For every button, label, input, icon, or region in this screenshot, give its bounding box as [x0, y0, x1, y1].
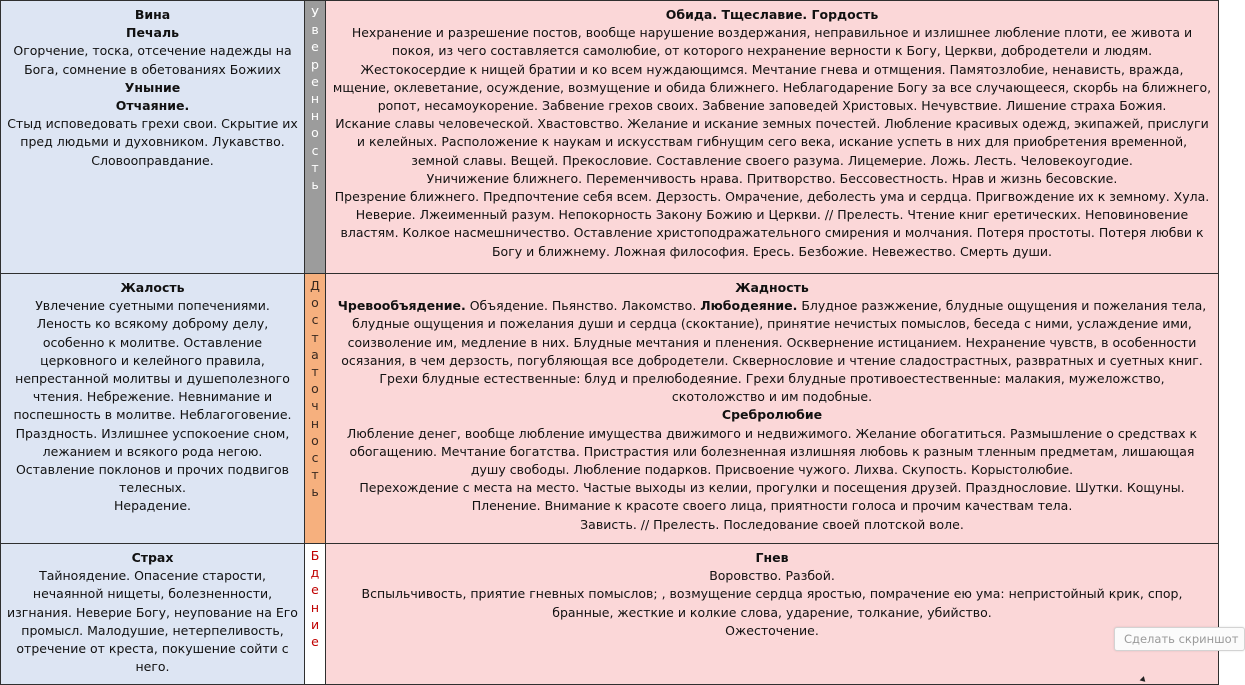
heading-unynie: Уныние: [124, 79, 181, 95]
vertical-letter: и: [310, 616, 320, 632]
paragraph: [332, 297, 1212, 406]
vertical-letter: р: [311, 56, 319, 72]
table-row: [1, 274, 1219, 544]
vertical-letter: н: [310, 599, 320, 615]
heading-obida: Обида. Тщеславие. Гордость: [665, 7, 879, 22]
vertical-letter: с: [311, 450, 319, 466]
cell-right-gnev[interactable]: [326, 544, 1219, 685]
heading-pechal: Печаль: [125, 25, 179, 41]
inline-text: Блудное разжжение, блудные ощущения и пожелания тела, блудные ощущения и пожелания души и сердца (скоктание), принятие нечистых помыслов, беседа с ними, услаждение ими, соизволение им, медление в них. Блудные мечтания и пленения. Осквернение истицанием. Нехранение чувств, в особенности осязания, в чем дерзость, погубляющая все добродетели. Сквернословие и чтение сладострастных, развратных и суетных книг. Грехи блудные естественные: блуд и прелюбодеяние. Грехи блудные противоестественные: малакия, мужеложство, скотоложство и им подобные.: [341, 298, 1207, 405]
vertical-letter: о: [311, 432, 319, 448]
paragraph: Вспыльчивость, приятие гневных помыслов; , возмущение сердца яростью, помрачение ею ума: непристойный крик, спор, бранные, жесткие и колкие слова, ударение, толкание, убийство.: [361, 586, 1183, 620]
vertical-letter: а: [311, 346, 319, 362]
vertical-letter: д: [310, 565, 320, 581]
heading-vina: Вина: [134, 7, 171, 22]
heading-zhalost: Жалость: [120, 280, 185, 295]
cell-left-zhalost[interactable]: [1, 274, 305, 544]
heading-zhadnost: Жадность: [735, 280, 809, 295]
paragraph: Зависть. // Прелесть. Последование своей плотской воле.: [580, 516, 964, 532]
cell-right-zhadnost[interactable]: [326, 274, 1219, 544]
vertical-letter: е: [311, 634, 319, 650]
vertical-letter: ч: [311, 398, 319, 414]
table-row: [1, 1, 1219, 274]
vertical-letter: е: [311, 73, 319, 89]
vertical-letter: в: [311, 22, 319, 38]
cell-vertical-uverennost[interactable]: [305, 1, 326, 274]
vertical-letter: е: [311, 582, 319, 598]
vertical-letter: с: [311, 312, 319, 328]
paragraph: Перехождение с места на место. Частые выходы из келии, прогулки и посещения друзей. Празднословие. Шутки. Кощуны. Пленение. Внимание к красоте своего лица, приятности голоса и прочим качествам тела.: [359, 480, 1185, 514]
paragraph: Воровство. Разбой.: [709, 568, 835, 584]
inline-heading-chrevo: Чревообъядение.: [337, 298, 466, 314]
vertical-letter: т: [311, 467, 319, 483]
vertical-letter: Б: [310, 548, 320, 563]
cell-vertical-bdenie[interactable]: [305, 544, 326, 685]
heading-strakh: Страх: [131, 550, 174, 565]
vertical-letter: н: [310, 91, 320, 107]
text-zhalost: Увлечение суетными попечениями. Леность ко всякому доброму делу, особенно к молитве. Оставление церковного и келейного правила, непрестанной молитвы и душеполезного чтения. Небрежение. Невнимание и поспешность в молитве. Неблагоговение. Праздность. Излишнее успокоение сном, лежанием и всякого рода негою. Оставление поклонов и прочих подвигов телесных.: [13, 298, 292, 496]
vertical-letter: т: [311, 159, 319, 175]
vertical-letter: т: [311, 329, 319, 345]
heading-srebrolyubie: Сребролюбие: [721, 407, 823, 423]
text-pechal: Огорчение, тоска, отсечение надежды на Бога, сомнение в обетованиях Божиих: [13, 43, 292, 77]
vertical-letter: н: [310, 415, 320, 431]
inline-heading-lyubodeyanie: Любодеяние.: [700, 298, 798, 314]
vertical-letter: е: [311, 39, 319, 55]
vertical-letter: о: [311, 125, 319, 141]
paragraph: Жестокосердие к нищей братии и ко всем нуждающимся. Мечтание гнева и отмщения. Памятозлобие, ненависть, вражда, мщение, оклеветание, осуждение, возмущение и обида ближнего. Неблагодарение Богу за все случающееся, скорбь на ближнего, ропот, несамоукорение. Забвение грехов своих. Забвение заповедей Христовых. Нечувствие. Лишение страха Божия.: [332, 61, 1212, 114]
paragraph: Презрение ближнего. Предпочтение себя всем. Дерзость. Омрачение, деболесть ума и сердца. Пригвождение их к земному. Хула. Неверие. Лжеименный разум. Непокорность Закону Божию и Церкви. // Прелесть. Чтение книг еретических. Неповиновение властям. Колкое насмешничество. Оставление христоподражательного смирения и молчания. Потеря простоты. Потеря любви к Богу и ближнему. Ложная философия. Ересь. Безбожие. Невежество. Смерть души.: [334, 189, 1210, 259]
screenshot-tooltip[interactable]: Сделать скриншот: [1114, 627, 1245, 651]
heading-gnev: Гнев: [755, 550, 789, 565]
paragraph: Нехранение и разрешение постов, вообще нарушение воздержания, неправильное и излишнее любление плоти, ее живота и покоя, из чего составляется самолюбие, от которого нехранение верности к Богу, Церкви, добродетели и людям.: [351, 25, 1193, 59]
text-strakh: Тайноядение. Опасение старости, нечаянной нищеты, болезненности, изгнания. Неверие Богу, неупование на Его промысл. Малодушие, нетерпеливость, отречение от креста, покушение сойти с него.: [7, 568, 298, 675]
vertical-letter: о: [311, 381, 319, 397]
vertical-letter: ь: [311, 177, 319, 193]
vertical-letter: т: [311, 364, 319, 380]
paragraph: Уничижение ближнего. Переменчивость нрава. Притворство. Бессовестность. Нрав и жизнь бесовские.: [426, 170, 1118, 186]
vertical-letter: У: [311, 5, 319, 20]
text-otchayanie: Стыд исповедовать грехи свои. Скрытие их пред людьми и духовником. Лукавство. Словооправдание.: [7, 116, 298, 168]
inline-text: Объядение. Пьянство. Лакомство.: [465, 298, 701, 314]
vertical-letter: н: [310, 108, 320, 124]
vertical-letter: о: [311, 295, 319, 311]
text-neradenie: Нерадение.: [114, 498, 191, 514]
table-row: [1, 544, 1219, 685]
heading-otchayanie: Отчаяние.: [115, 98, 190, 114]
paragraph: Любление денег, вообще любление имущества движимого и недвижимого. Желание обогатиться. Размышление о средствах к обогащению. Мечтание богатства. Пристрастия или болезненная излишняя любовь к разным тленным предметам, лишающая душу свободы. Любление подарков. Присвоение чужого. Лихва. Скупость. Корыстолюбие.: [346, 425, 1198, 478]
cell-vertical-dostatochnost[interactable]: [305, 274, 326, 544]
cell-right-obida[interactable]: [326, 1, 1219, 274]
vertical-letter: ь: [311, 484, 319, 500]
paragraph: Искание славы человеческой. Хвастовство. Желание и искание земных почестей. Любление красивых одежд, экипажей, прислуги и келейных. Расположение к наукам и искусствам гибнущим сего века, искание успеть в них для приобретения временной, земной славы. Вещей. Прекословие. Составление своего разума. Лицемерие. Ложь. Лесть. Человекоугодие.: [335, 116, 1209, 168]
cell-left-strakh[interactable]: [1, 544, 305, 685]
vertical-letter: с: [311, 142, 319, 158]
paragraph: Ожесточение.: [725, 622, 819, 638]
cell-left-vina[interactable]: [1, 1, 305, 274]
vertical-letter: Д: [310, 278, 320, 293]
